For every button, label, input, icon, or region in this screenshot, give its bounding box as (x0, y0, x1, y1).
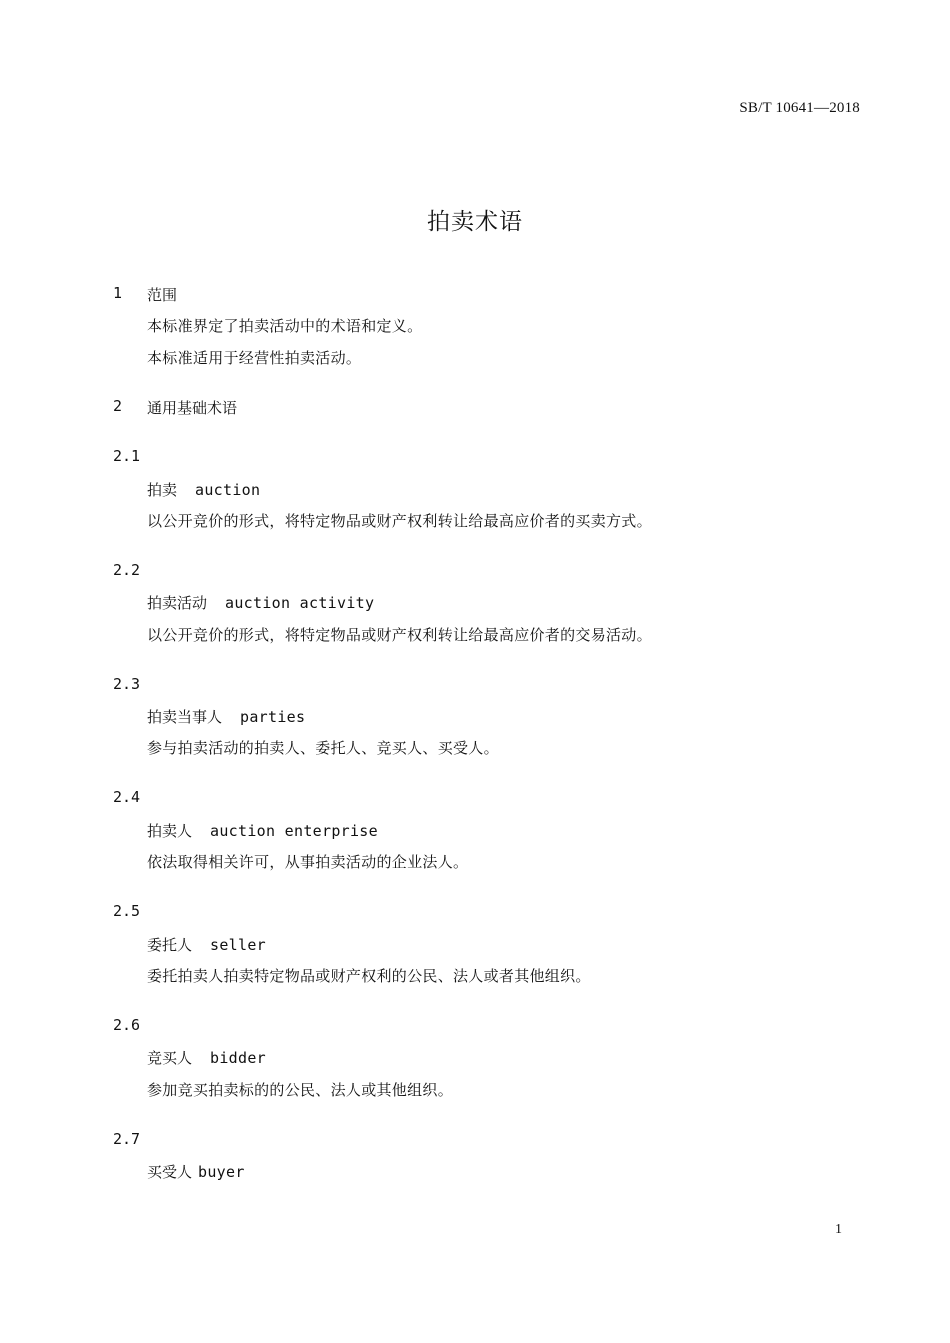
section-2-title: 通用基础术语 (147, 399, 238, 417)
term-chinese: 拍卖活动 (147, 594, 208, 612)
document-title: 拍卖术语 (427, 209, 523, 235)
term-line (147, 820, 378, 841)
term-line (147, 1161, 245, 1182)
term-line (147, 1047, 266, 1068)
term-chinese: 买受人 (147, 1163, 193, 1181)
term-number: 2.7 (113, 1130, 141, 1148)
term-number: 2.4 (113, 788, 141, 806)
section-1-paragraph: 本标准适用于经营性拍卖活动。 (147, 349, 362, 367)
term-line (147, 706, 305, 727)
term-number: 2.1 (113, 447, 141, 465)
section-1-number: 1 (113, 284, 123, 302)
term-definition: 委托拍卖人拍卖特定物品或财产权利的公民、法人或者其他组织。 (147, 967, 591, 985)
term-definition: 以公开竞价的形式，将特定物品或财产权利转让给最高应价者的买卖方式。 (147, 512, 652, 530)
term-number: 2.3 (113, 675, 141, 693)
term-english: bidder (210, 1049, 267, 1067)
term-definition: 参与拍卖活动的拍卖人、委托人、竞买人、买受人。 (147, 739, 499, 757)
term-number: 2.5 (113, 902, 141, 920)
section-1-title: 范围 (147, 286, 178, 304)
term-line (147, 479, 260, 500)
term-line (147, 592, 374, 613)
term-english: auction enterprise (210, 822, 378, 840)
page-number: 1 (835, 1222, 842, 1237)
term-chinese: 拍卖 (147, 481, 178, 499)
term-definition: 以公开竞价的形式，将特定物品或财产权利转让给最高应价者的交易活动。 (147, 626, 652, 644)
section-1-paragraph: 本标准界定了拍卖活动中的术语和定义。 (147, 317, 423, 335)
term-definition: 依法取得相关许可，从事拍卖活动的企业法人。 (147, 853, 469, 871)
term-chinese: 拍卖人 (147, 822, 193, 840)
section-2-number: 2 (113, 397, 123, 415)
term-english: buyer (198, 1163, 245, 1181)
term-english: parties (240, 708, 306, 726)
term-number: 2.2 (113, 561, 141, 579)
term-definition: 参加竞买拍卖标的的公民、法人或其他组织。 (147, 1081, 454, 1099)
term-english: auction activity (225, 594, 375, 612)
term-english: seller (210, 936, 267, 954)
term-line (147, 934, 266, 955)
term-chinese: 委托人 (147, 936, 193, 954)
term-english: auction (195, 481, 261, 499)
header-standard-code: SB/T 10641—2018 (739, 100, 860, 116)
term-chinese: 拍卖当事人 (147, 708, 223, 726)
term-chinese: 竞买人 (147, 1049, 193, 1067)
term-number: 2.6 (113, 1016, 141, 1034)
